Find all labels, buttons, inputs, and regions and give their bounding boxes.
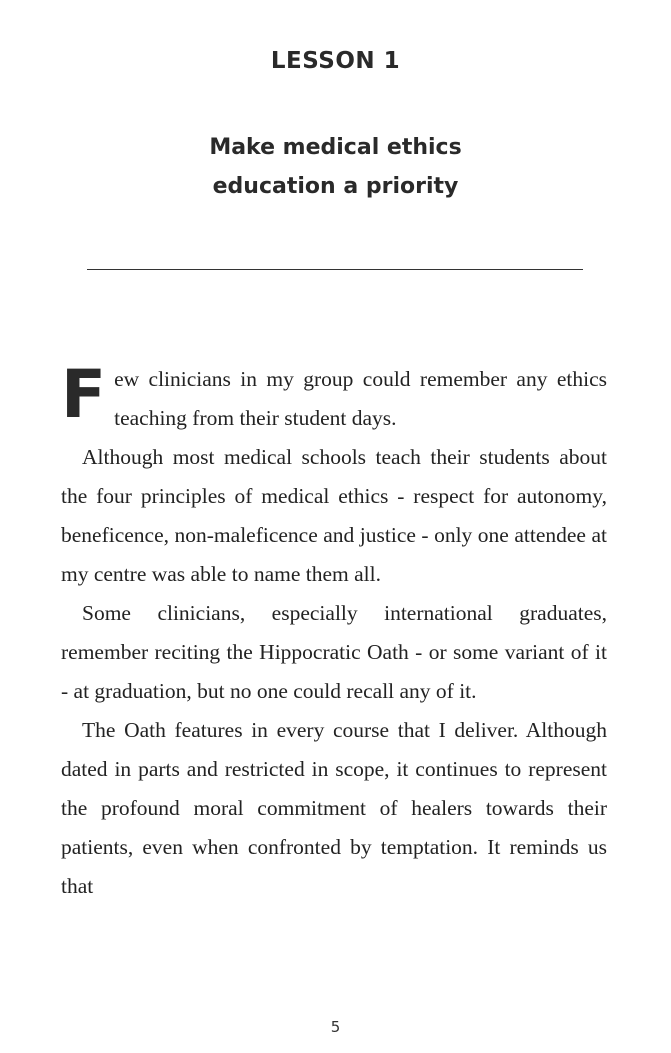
paragraph-2: Although most medical schools teach their students about the four principles of medical ethics - respect for autonomy, beneficence, non-maleficence and justice - only one attendee at my centre was able to name them all. — [61, 445, 607, 586]
paragraph-3: Some clinicians, especially international graduates, remember reciting the Hippocratic Oath - or some variant of it - at graduation, but no one could recall any of it. — [61, 601, 607, 703]
paragraph-1 — [61, 356, 607, 438]
lesson-label: LESSON 1 — [270, 48, 401, 74]
chapter-title — [120, 128, 551, 206]
paragraph-4: The Oath features in every course that I deliver. Although dated in parts and restricted in scope, it continues to represent the profound moral commitment of healers towards their patients, even when confronted by temptation. It reminds us that — [61, 718, 607, 898]
page-number: 5 — [330, 1018, 341, 1036]
body-text — [61, 356, 607, 906]
drop-cap: F — [61, 356, 107, 433]
chapter-title-line-1: Make medical ethics — [209, 135, 462, 160]
title-divider — [87, 269, 583, 270]
paragraph-1-text: ew clinicians in my group could remember any ethics teaching from their student days. — [114, 367, 607, 430]
chapter-title-line-2: education a priority — [212, 174, 459, 199]
